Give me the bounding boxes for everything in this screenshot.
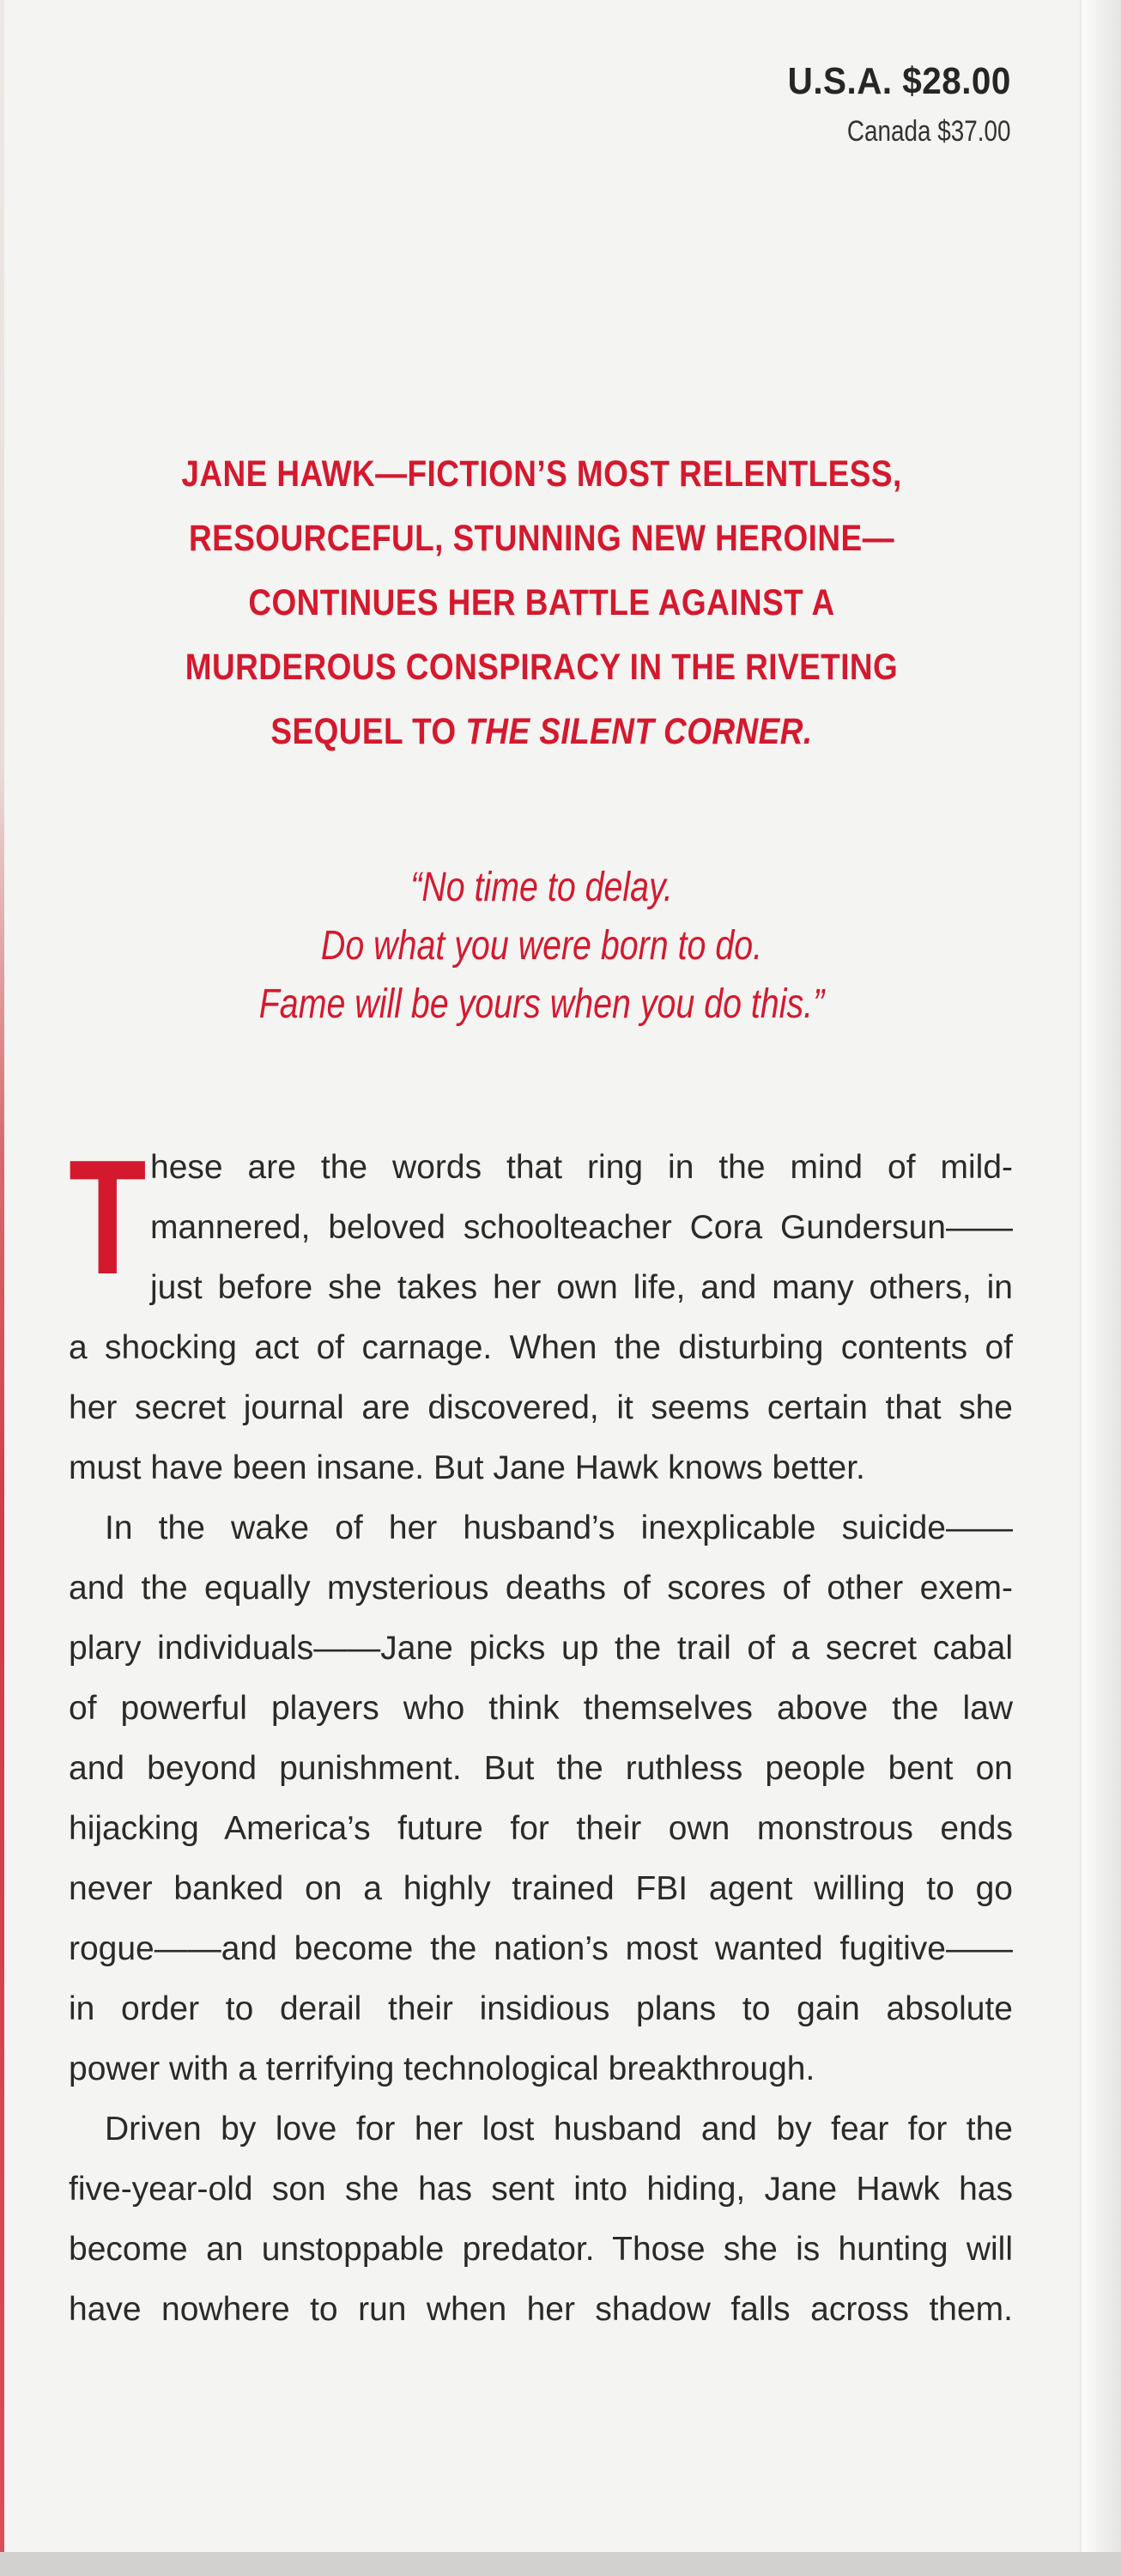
text-line: rogue——and become the nation’s most wanted fugitive——	[69, 1930, 1013, 1967]
pull-quote	[86, 859, 997, 1034]
text-line: plary individuals——Jane picks up the trail of a secret cabal	[69, 1630, 1013, 1667]
text-line: five-year-old son she has sent into hiding, Jane Hawk has	[69, 2171, 1013, 2208]
bottom-edge	[0, 2552, 1121, 2576]
text-line: her secret journal are discovered, it seems certain that she	[69, 1389, 1013, 1426]
headline	[86, 442, 997, 764]
quote-line: Fame will be yours when you do this.”	[258, 981, 825, 1027]
price-usa: U.S.A. $28.00	[787, 60, 1011, 102]
text-line: and beyond punishment. But the ruthless people bent on	[69, 1750, 1013, 1787]
text-line: have nowhere to run when her shadow falls across them.	[69, 2291, 1013, 2328]
quote-line: Do what you were born to do.	[320, 923, 763, 969]
red-spine-edge	[0, 0, 4, 2552]
text-line: In the wake of her husband’s inexplicable suicide——	[105, 1510, 1013, 1546]
text-line: Driven by love for her lost husband and by fear for the	[105, 2111, 1013, 2148]
text-line: just before she takes her own life, and many others, in	[150, 1269, 1013, 1306]
drop-cap: T	[69, 1127, 147, 1309]
headline-line: RESOURCEFUL, STUNNING NEW HEROINE—	[188, 518, 895, 559]
headline-prefix: SEQUEL TO	[270, 711, 466, 752]
text-line: never banked on a highly trained FBI agent willing to go	[69, 1870, 1013, 1907]
text-line: hese are the words that ring in the mind of mild-	[150, 1149, 1013, 1186]
jacket-fold-panel	[1083, 0, 1121, 2576]
price-canada: Canada $37.00	[847, 115, 1011, 148]
paragraph-1	[69, 1127, 1013, 1498]
headline-line: JANE HAWK—FICTION’S MOST RELENTLESS,	[181, 453, 902, 495]
text-line: of powerful players who think themselves above the law	[69, 1690, 1013, 1727]
text-line: a shocking act of carnage. When the disturbing contents of	[69, 1329, 1013, 1366]
text-line: power with a terrifying technological breakthrough.	[69, 2050, 815, 2087]
text-line: must have been insane. But Jane Hawk knows better.	[69, 1449, 865, 1486]
quote-line: “No time to delay.	[410, 865, 673, 910]
headline-line: MURDEROUS CONSPIRACY IN THE RIVETING	[185, 647, 899, 688]
text-line: hijacking America’s future for their own monstrous ends	[69, 1810, 1013, 1847]
headline-line: CONTINUES HER BATTLE AGAINST A	[248, 582, 835, 623]
text-line: mannered, beloved schoolteacher Cora Gundersun——	[150, 1209, 1013, 1246]
headline-line	[149, 700, 933, 764]
paragraph-2	[69, 1498, 1013, 2099]
text-line: become an unstoppable predator. Those she is hunting will	[69, 2231, 1013, 2268]
flap-copy	[69, 1127, 1013, 2340]
text-line: in order to derail their insidious plans to gain absolute	[69, 1990, 1013, 2027]
text-line: and the equally mysterious deaths of scores of other exem-	[69, 1570, 1013, 1607]
book-title-reference: THE SILENT CORNER.	[465, 711, 813, 752]
paragraph-3	[69, 2099, 1013, 2340]
